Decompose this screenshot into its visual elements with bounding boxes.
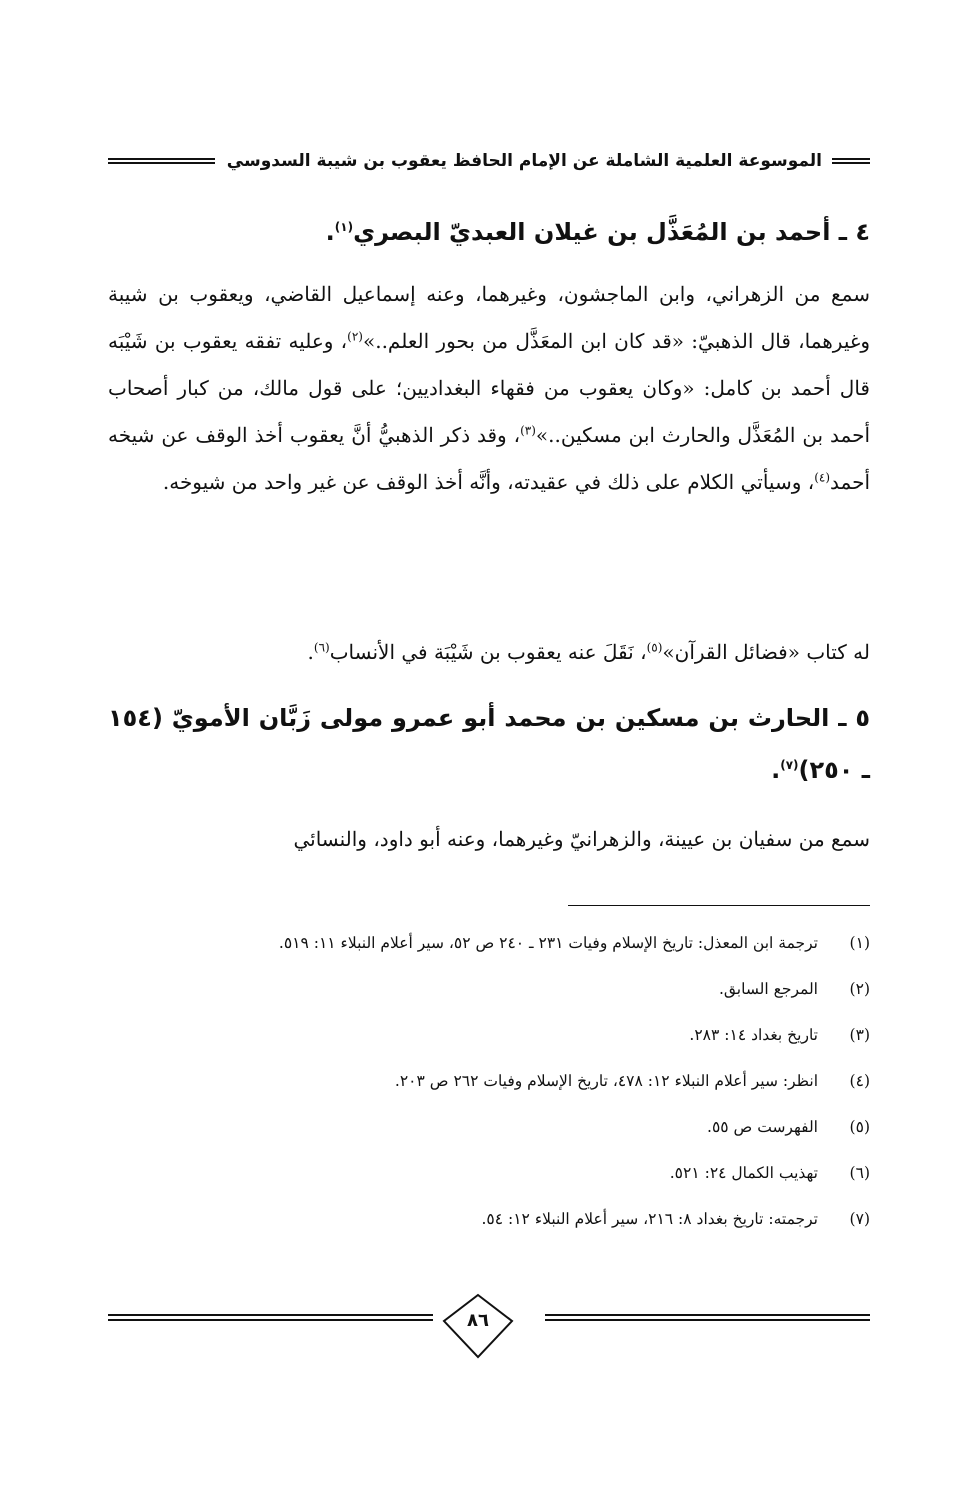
footnote-separator <box>568 905 870 906</box>
footnote-number: (٧) <box>849 1210 870 1228</box>
footnote-item <box>108 1156 870 1190</box>
footnote-text: تهذيب الكمال ٢٤: ٥٢١. <box>669 1164 818 1182</box>
footnote-number: (٢) <box>849 980 870 998</box>
entry-4-heading <box>108 212 870 252</box>
footnote-number: (٥) <box>849 1118 870 1136</box>
header-rule-right <box>832 158 870 164</box>
entry-4-p1-text-3: ، وقد ذكر الذهبيُّ أنَّ يعقوب أخذ الوقف عن شيخه أحمد <box>108 423 870 494</box>
footnote-item <box>108 1202 870 1236</box>
footnote-ref-5: (٥) <box>646 640 663 655</box>
footnote-number: (٣) <box>849 1026 870 1044</box>
page-footer <box>108 1296 870 1362</box>
footnote-number: (٤) <box>849 1072 870 1090</box>
footnote-ref-6: (٦) <box>313 640 330 655</box>
footnote-item <box>108 926 870 960</box>
footnote-text: ترجمته: تاريخ بغداد ٨: ٢١٦، سير أعلام النبلاء ١٢: ٥٤. <box>481 1210 818 1228</box>
entry-4-heading-text: ٤ ـ أحمد بن المُعَذَّل بن غيلان العبديّ البصري <box>353 218 870 246</box>
footnote-text: الفهرست ص ٥٥. <box>707 1118 818 1136</box>
footnote-ref-2: (٢) <box>347 329 363 344</box>
entry-4-heading-end: . <box>325 218 335 246</box>
footnote-item <box>108 972 870 1006</box>
footnote-ref-4: (٤) <box>814 470 831 485</box>
footnote-item <box>108 1064 870 1098</box>
footnote-text: تاريخ بغداد ١٤: ٢٨٣. <box>689 1026 818 1044</box>
footnote-ref-7: (٧) <box>780 758 799 772</box>
footnote-item <box>108 1110 870 1144</box>
entry-4-p1-text-2: ، وعليه تفقه يعقوب بن شَيْبَه قال أحمد بن كامل: «وكان يعقوب من فقهاء البغداديين؛ على قول مالك، من كبار أصحاب أحمد بن المُعَذَّل والحارث ابن مسكين..» <box>108 329 870 447</box>
footnote-text: المرجع السابق. <box>718 980 818 998</box>
footer-rule-right <box>545 1314 870 1321</box>
footnotes <box>108 926 870 1248</box>
running-header <box>108 146 870 176</box>
entry-4-paragraph-2 <box>108 629 870 676</box>
footnote-text: انظر: سير أعلام النبلاء ١٢: ٤٧٨، تاريخ الإسلام وفيات ٢٦٢ ص ٢٠٣. <box>394 1072 818 1090</box>
footnote-text: ترجمة ابن المعذل: تاريخ الإسلام وفيات ٢٣١ ـ ٢٤٠ ص ٥٢، سير أعلام النبلاء ١١: ٥١٩. <box>278 934 818 952</box>
running-header-title: الموسوعة العلمية الشاملة عن الإمام الحافظ يعقوب بن شيبة السدوسي <box>226 151 822 171</box>
entry-4-p2-text-2: ، نَقَلَ عنه يعقوب بن شَيْبَة في الأنساب <box>329 640 647 664</box>
entry-5-paragraph <box>108 816 870 863</box>
entry-4-p2-text-3: . <box>307 640 314 664</box>
page-number: ٨٦ <box>467 1310 489 1331</box>
footnote-ref-3: (٣) <box>520 423 536 438</box>
footnote-number: (١) <box>849 934 870 952</box>
entry-5-heading <box>108 692 870 796</box>
entry-4-p2-text-1: له كتاب «فضائل القرآن» <box>662 640 870 664</box>
footnote-number: (٦) <box>849 1164 870 1182</box>
page-number-badge <box>442 1293 514 1365</box>
entry-4-p1-text-4: ، وسيأتي الكلام على ذلك في عقيدته، وأنَّه أخذ الوقف عن غير واحد من شيوخه. <box>162 470 815 494</box>
footer-rule-left <box>108 1314 433 1321</box>
entry-5-paragraph-text: سمع من سفيان بن عيينة، والزهرانيّ وغيرهما، وعنه أبو داود، والنسائي <box>293 827 870 851</box>
footnote-ref-1: (١) <box>334 220 354 234</box>
entry-4-paragraph-1 <box>108 271 870 506</box>
footnote-item <box>108 1018 870 1052</box>
entry-4-p1-text-1: سمع من الزهراني، وابن الماجشون، وغيرهما، وعنه إسماعيل القاضي، ويعقوب بن شيبة وغيرهما، قال الذهبيّ: «قد كان ابن المعَذَّل من بحور العلم..» <box>108 282 870 353</box>
entry-5-heading-text: ٥ ـ الحارث بن مسكين بن محمد أبو عمرو مولى زَبَّان الأمويّ (١٥٤ ـ ٢٥٠) <box>108 704 870 784</box>
header-rule-left <box>108 158 215 164</box>
entry-5-heading-end: . <box>771 756 781 784</box>
